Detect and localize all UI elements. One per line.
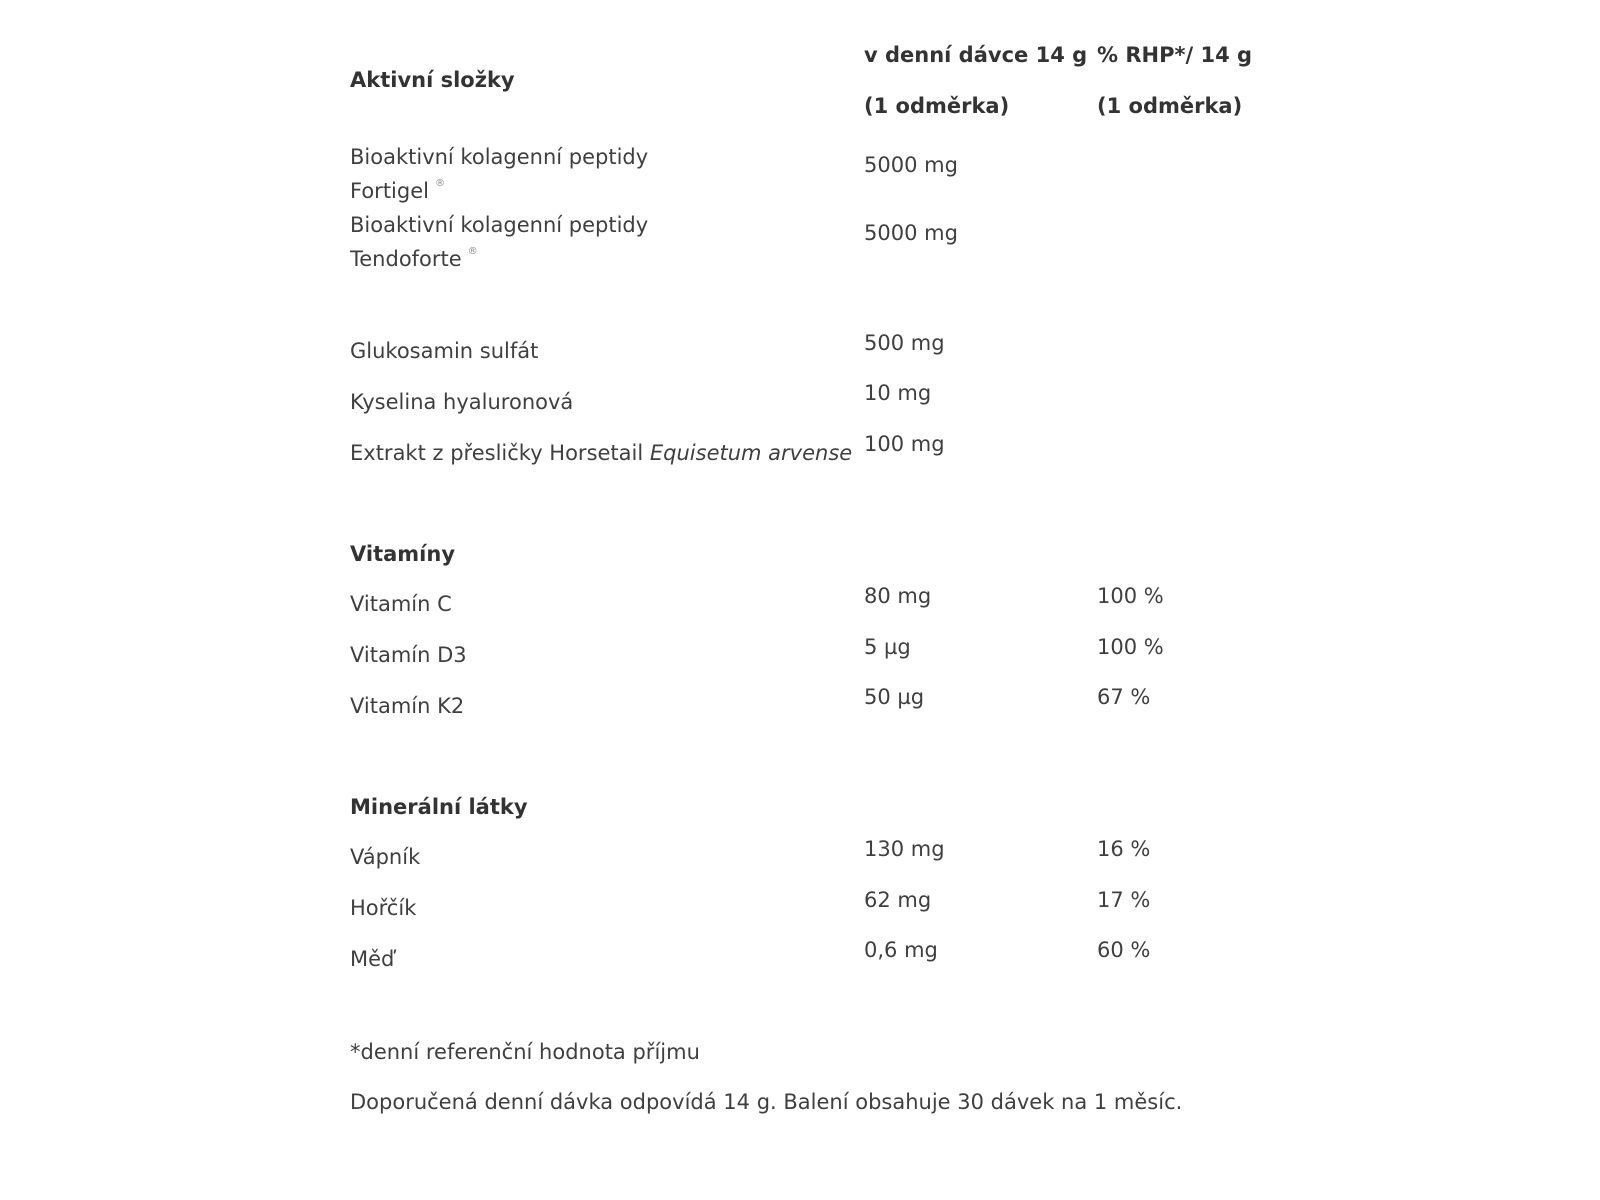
mineral-dose: 130 mg bbox=[864, 837, 945, 861]
vitamin-name: Vitamín C bbox=[350, 592, 452, 616]
vitamins-heading: Vitamíny bbox=[350, 542, 456, 566]
minerals-heading: Minerální látky bbox=[350, 795, 528, 819]
footnote: *denní referenční hodnota příjmu bbox=[350, 1040, 700, 1064]
ingredient-dose: 10 mg bbox=[864, 381, 932, 405]
vitamin-rhp: 100 % bbox=[1097, 584, 1164, 608]
ingredient-name-line2: Fortigel ® bbox=[350, 178, 445, 203]
mineral-rhp: 60 % bbox=[1097, 938, 1151, 962]
ingredient-name-line2: Tendoforte ® bbox=[350, 246, 478, 271]
vitamin-dose: 80 mg bbox=[864, 584, 932, 608]
vitamin-name: Vitamín D3 bbox=[350, 643, 467, 667]
rhp-column-header: % RHP*/ 14 g bbox=[1097, 43, 1253, 67]
dose-column-header: v denní dávce 14 g bbox=[864, 43, 1088, 67]
ingredient-name: Bioaktivní kolagenní peptidy bbox=[350, 145, 649, 169]
mineral-dose: 62 mg bbox=[864, 888, 932, 912]
rhp-column-subheader: (1 odměrka) bbox=[1097, 94, 1243, 118]
ingredient-dose: 5000 mg bbox=[864, 221, 958, 245]
mineral-dose: 0,6 mg bbox=[864, 938, 938, 962]
ingredient-dose: 100 mg bbox=[864, 432, 945, 456]
ingredient-name: Extrakt z přesličky Horsetail Equisetum arvense bbox=[350, 441, 853, 465]
dose-column-subheader: (1 odměrka) bbox=[864, 94, 1010, 118]
mineral-name: Měď bbox=[350, 947, 395, 971]
mineral-name: Hořčík bbox=[350, 896, 417, 920]
ingredient-dose: 5000 mg bbox=[864, 153, 958, 177]
ingredient-name: Bioaktivní kolagenní peptidy bbox=[350, 213, 649, 237]
mineral-rhp: 17 % bbox=[1097, 888, 1151, 912]
vitamin-dose: 50 µg bbox=[864, 685, 925, 709]
ingredient-dose: 500 mg bbox=[864, 331, 945, 355]
ingredient-name: Glukosamin sulfát bbox=[350, 339, 539, 363]
vitamin-dose: 5 µg bbox=[864, 635, 911, 659]
ingredient-name: Kyselina hyaluronová bbox=[350, 390, 574, 414]
recommendation-text: Doporučená denní dávka odpovídá 14 g. Balení obsahuje 30 dávek na 1 měsíc. bbox=[350, 1090, 1183, 1114]
vitamin-name: Vitamín K2 bbox=[350, 694, 465, 718]
vitamin-rhp: 67 % bbox=[1097, 685, 1151, 709]
active-ingredients-heading: Aktivní složky bbox=[350, 68, 515, 92]
latin-name: Equisetum arvense bbox=[649, 441, 853, 465]
registered-mark: ® bbox=[434, 178, 445, 189]
mineral-rhp: 16 % bbox=[1097, 837, 1151, 861]
mineral-name: Vápník bbox=[350, 845, 421, 869]
vitamin-rhp: 100 % bbox=[1097, 635, 1164, 659]
registered-mark: ® bbox=[467, 246, 478, 257]
